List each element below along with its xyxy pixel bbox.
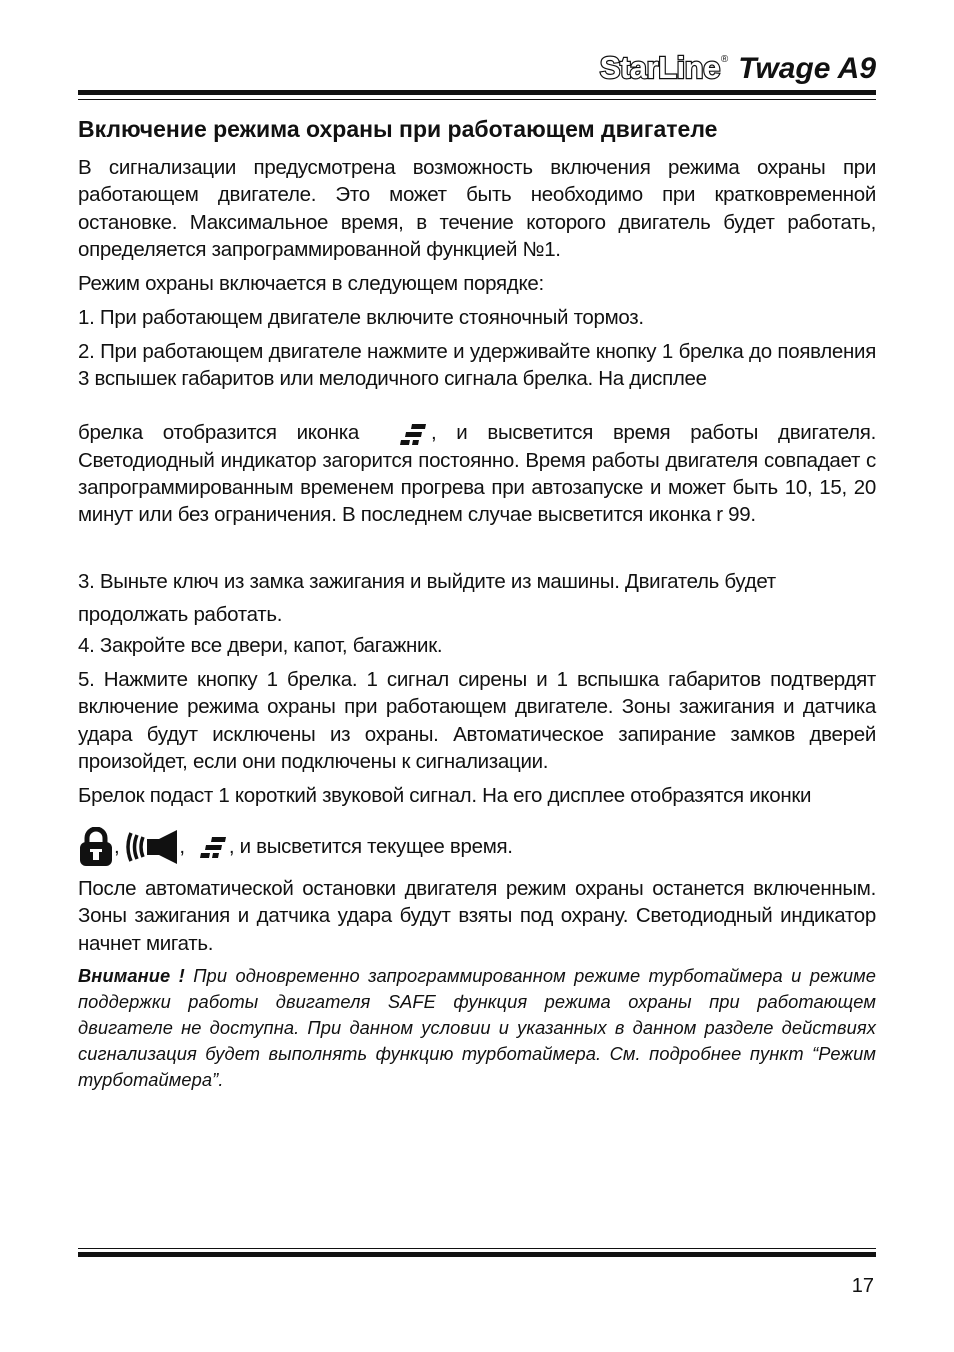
attention-label: Внимание ! xyxy=(78,965,185,986)
intro-paragraph: В сигнализации предусмотрена возможность включения режима охраны при работающем двигателе. Это может быть необходимо при кратковременной остановке. Максимальное время, в течение которого двигатель будет работать, определяется запрограммированной функцией №1. xyxy=(78,156,876,261)
fob-icons-line xyxy=(78,824,513,870)
model-name: Twage A9 xyxy=(738,52,876,85)
step-2-post: , и высветится время работы двигателя. Светодиодный индикатор загорится постоянно. Время работы двигателя совпадает с запрограммированным временем прогрева при автозапуске и может быть 10, 15, 20 минут или без ограничения. В последнем случае высветится иконка r 99. xyxy=(78,421,876,527)
section-title: Включение режима охраны при работающем двигателе xyxy=(78,116,718,142)
attention-text: При одновременно запрограммированном режиме турботаймера и режиме поддержки работы двигателя SAFE функция режима охраны при работающем двигателе не доступна. При данном условии и указанных в данном разделе действиях сигнализация будет выполнять функцию турботаймера. См. подробнее пункт “Режим турботаймера”. xyxy=(78,965,876,1090)
fob-signal-line: Брелок подаст 1 короткий звуковой сигнал. На его дисплее отобразятся иконки xyxy=(78,784,812,807)
siren-icon xyxy=(125,827,179,867)
registered-mark: ® xyxy=(720,54,729,65)
step-2-second xyxy=(78,419,876,528)
attention-note xyxy=(78,963,876,1093)
icon-separator: , xyxy=(114,835,120,858)
footer-rule-thin xyxy=(78,1248,876,1249)
step-2-first: 2. При работающем двигателе нажмите и удерживайте кнопку 1 брелка до появления 3 вспышек габаритов или мелодичного сигнала брелка. На дисплее xyxy=(78,340,876,391)
engine-run-icon xyxy=(193,834,229,860)
lock-icon xyxy=(78,827,114,867)
step-3: 3. Выньте ключ из замка зажигания и выйдите из машины. Двигатель будет продолжать работать. xyxy=(78,570,776,626)
brand-header xyxy=(600,50,876,86)
footer-rule-thick xyxy=(78,1252,876,1257)
starline-logo: StarLine xyxy=(599,50,720,85)
step-4: 4. Закройте все двери, капот, багажник. xyxy=(78,634,443,657)
after-stop-paragraph: После автоматической остановки двигателя режим охраны останется включенным. Зоны зажигания и датчика удара будут взяты под охрану. Светодиодный индикатор начнет мигать. xyxy=(78,877,876,955)
step-2-pre: брелка отобразится иконка xyxy=(78,421,360,444)
step-5: 5. Нажмите кнопку 1 брелка. 1 сигнал сирены и 1 вспышка габаритов подтвердят включение режима охраны при работающем двигателе. Зоны зажигания и датчика удара будут исключены из охраны. Автоматическое запирание замков дверей произойдет, если они подключены к сигнализации. xyxy=(78,668,876,773)
icons-tail: , и высветится текущее время. xyxy=(228,835,513,858)
step-1: 1. При работающем двигателе включите стояночный тормоз. xyxy=(78,306,644,329)
header-rule-thick xyxy=(78,90,876,95)
order-intro: Режим охраны включается в следующем порядке: xyxy=(78,272,544,295)
icon-separator: , xyxy=(179,835,185,858)
engine-run-icon xyxy=(393,421,429,447)
header-rule-thin xyxy=(78,99,876,100)
page-number: 17 xyxy=(851,1275,874,1297)
